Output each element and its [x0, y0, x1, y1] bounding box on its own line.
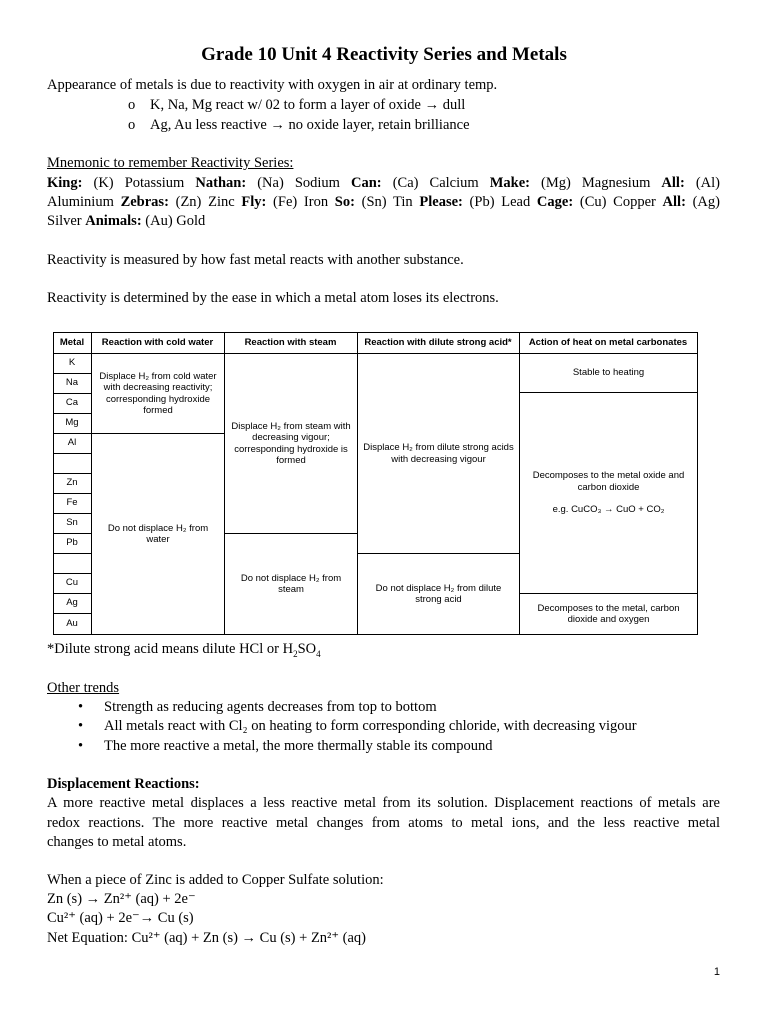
- displacement-heading: Displacement Reactions:: [47, 776, 200, 792]
- cold-water-displaces: Displace H₂ from cold water with decreasing reactivity; corresponding hydroxide formed: [99, 370, 217, 416]
- metal-cell: Au: [66, 617, 78, 629]
- equation-1: Zn (s) → Zn²⁺ (aq) + 2e⁻: [47, 891, 196, 907]
- page-title: Grade 10 Unit 4 Reactivity Series and Metals: [201, 44, 567, 65]
- mnemonic-meaning: (Ca) Calcium: [381, 175, 490, 191]
- metal-cell: Fe: [66, 497, 78, 509]
- mnemonic-meaning: (Fe) Iron: [266, 194, 335, 210]
- bullet-icon: •: [78, 718, 84, 734]
- sub-item-text: Ag, Au less reactive → no oxide layer, retain brilliance: [150, 117, 470, 133]
- paragraph-measured: Reactivity is measured by how fast metal reacts with another substance.: [47, 252, 464, 268]
- acid-displaces: Displace H₂ from dilute strong acids with decreasing vigour: [363, 442, 514, 465]
- heat-oxide-cell: [520, 393, 697, 593]
- mnemonic-meaning: (Zn) Zinc: [168, 194, 242, 210]
- mnemonic-meaning: (K) Potassium: [82, 175, 196, 191]
- mnemonic-meaning: (Ag): [685, 194, 720, 210]
- sub-item-text: K, Na, Mg react w/ 02 to form a layer of oxide → dull: [150, 97, 466, 113]
- metal-cell: K: [68, 357, 76, 369]
- mnemonic-line-2: [47, 194, 720, 211]
- mnemonic-word: Animals:: [85, 213, 142, 229]
- mnemonic-meaning: (Mg) Magnesium: [529, 175, 662, 191]
- mnemonic-line-1: [47, 175, 720, 192]
- metal-cell: Ca: [65, 397, 79, 409]
- mnemonic-meaning: (Sn) Tin: [354, 194, 420, 210]
- paragraph-determined: Reactivity is determined by the ease in which a metal atom loses its electrons.: [47, 290, 499, 306]
- mnemonic-meaning: Silver: [47, 213, 86, 229]
- metal-cell: Ag: [66, 597, 78, 609]
- displacement-line: A more reactive metal displaces a less reactive metal from its solution. Displacement reactions of metals are: [47, 795, 720, 811]
- metal-cell: Mg: [65, 417, 79, 429]
- sub-marker: o: [128, 117, 136, 133]
- header-heat: Action of heat on metal carbonates: [528, 337, 688, 349]
- metal-cell: Sn: [66, 517, 78, 529]
- displacement-line: redox reactions. The more reactive metal changes from atoms to metal ions, and the less reactive metal: [47, 815, 720, 831]
- list-item: [78, 699, 437, 716]
- steam-displaces: Displace H₂ from steam with decreasing vigour; corresponding hydroxide is formed: [231, 420, 351, 466]
- footnote-sub: 2: [293, 648, 298, 659]
- mnemonic-word: King:: [47, 175, 83, 191]
- mnemonic-meaning: (Na) Sodium: [246, 175, 352, 191]
- other-trends-heading-text: Other trends: [47, 680, 120, 696]
- list-item: [78, 738, 493, 755]
- sub-item: [128, 117, 470, 134]
- mnemonic-heading-text: Mnemonic to remember Reactivity Series:: [47, 155, 294, 171]
- footnote-sub: 4: [316, 648, 321, 659]
- mnemonic-word: All:: [661, 175, 685, 191]
- mnemonic-meaning: (Cu) Copper: [573, 194, 663, 210]
- mnemonic-meaning: Aluminium: [47, 194, 121, 210]
- sub-marker: o: [128, 97, 136, 113]
- mnemonic-word: So:: [334, 194, 355, 210]
- mnemonic-word: Cage:: [536, 194, 574, 210]
- reactivity-table: [53, 332, 698, 635]
- steam-no-displace: Do not displace H₂ from steam: [240, 572, 342, 595]
- metal-cell: Cu: [65, 577, 79, 589]
- header-metal: Metal: [59, 337, 85, 349]
- metal-cell: Al: [67, 437, 77, 449]
- bullet-icon: •: [78, 738, 84, 754]
- mnemonic-word: Please:: [419, 194, 463, 210]
- metal-cell: Zn: [66, 477, 78, 489]
- mnemonic-word: Fly:: [241, 194, 267, 210]
- mnemonic-word: Make:: [489, 175, 530, 191]
- header-steam: Reaction with steam: [244, 337, 337, 349]
- list-item: [78, 718, 637, 735]
- heat-example: e.g. CuCO₃ → CuO + CO₂: [552, 504, 665, 516]
- metal-cell: [53, 553, 91, 573]
- mnemonic-word: Zebras:: [120, 194, 169, 210]
- equation-net: Net Equation: Cu²⁺ (aq) + Zn (s) → Cu (s) + Zn²⁺ (aq): [47, 930, 367, 946]
- mnemonic-meaning: (Au) Gold: [141, 213, 206, 229]
- footnote: [47, 641, 321, 658]
- intro-text: Appearance of metals is due to reactivity with oxygen in air at ordinary temp.: [47, 77, 498, 93]
- acid-no-displace: Do not displace H₂ from dilute strong acid: [375, 582, 502, 605]
- zinc-intro: When a piece of Zinc is added to Copper Sulfate solution:: [47, 872, 384, 888]
- mnemonic-line-3: [47, 213, 205, 230]
- cold-water-no-displace: Do not displace H₂ from water: [107, 522, 209, 545]
- bullet-icon: •: [78, 699, 84, 715]
- metal-cell: [53, 453, 91, 473]
- displacement-line: changes to metal atoms.: [47, 834, 187, 850]
- heat-metal: Decomposes to the metal, carbon dioxide and oxygen: [537, 602, 680, 625]
- list-item-text: The more reactive a metal, the more thermally stable its compound: [104, 738, 493, 754]
- sub-item: [128, 97, 465, 114]
- header-acid: Reaction with dilute strong acid*: [364, 337, 512, 349]
- page-number: 1: [713, 966, 720, 978]
- other-trends-heading: [47, 680, 119, 697]
- mnemonic-heading: [47, 155, 293, 172]
- metal-cell: Na: [65, 377, 79, 389]
- list-item-text: Strength as reducing agents decreases from top to bottom: [104, 699, 437, 715]
- heat-stable: Stable to heating: [572, 367, 645, 379]
- metal-cell: Pb: [66, 537, 78, 549]
- mnemonic-meaning: (Pb) Lead: [462, 194, 537, 210]
- equation-2: Cu²⁺ (aq) + 2e⁻→ Cu (s): [47, 910, 194, 926]
- mnemonic-meaning: (Al): [684, 175, 720, 191]
- mnemonic-word: Can:: [351, 175, 382, 191]
- mnemonic-word: All:: [662, 194, 686, 210]
- list-item-text: All metals react with Cl₂ on heating to form corresponding chloride, with decreasing vigour: [104, 718, 637, 734]
- footnote-text: SO: [297, 641, 317, 657]
- header-cold-water: Reaction with cold water: [101, 337, 214, 349]
- footnote-text: *Dilute strong acid means dilute HCl or H: [47, 641, 294, 657]
- heat-oxide: Decomposes to the metal oxide and carbon dioxide: [532, 470, 685, 493]
- mnemonic-word: Nathan:: [195, 175, 247, 191]
